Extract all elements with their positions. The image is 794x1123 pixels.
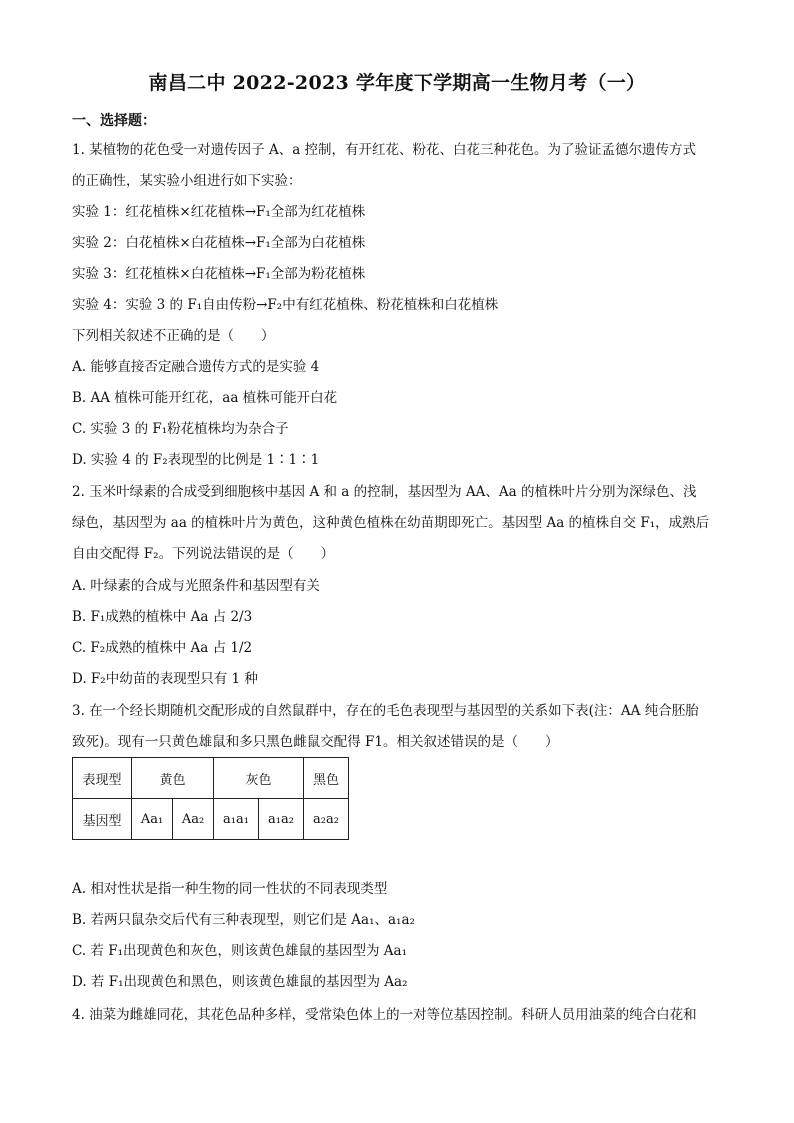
question-4-stem-line-1: 4. 油菜为雌雄同花，其花色品种多样，受常染色体上的一对等位基因控制。科研人员用油菜的纯合白花和 <box>72 1007 697 1023</box>
question-2-stem-line-2: 绿色，基因型为 aa 的植株叶片为黄色，这种黄色植株在幼苗期即死亡。基因型 Aa 的植株自交 F₁，成熟后 <box>72 515 710 531</box>
question-2-option-b: B. F₁成熟的植株中 Aa 占 2/3 <box>72 609 253 625</box>
question-1-option-a: A. 能够直接否定融合遗传方式的是实验 4 <box>72 359 320 375</box>
experiment-2: 实验 2：白花植株×白花植株→F₁全部为白花植株 <box>72 235 366 251</box>
experiment-4: 实验 4：实验 3 的 F₁自由传粉→F₂中有红花植株、粉花植株和白花植株 <box>72 297 499 313</box>
question-3-stem-line-2: 致死)。现有一只黄色雄鼠和多只黑色雌鼠交配得 F1。相关叙述错误的是（ ） <box>72 734 559 750</box>
genotype-cell: Aa₁ <box>132 799 173 840</box>
table-row-header: 表现型 <box>73 758 132 799</box>
genotype-cell: a₁a₂ <box>259 799 304 840</box>
phenotype-genotype-table <box>72 757 349 840</box>
question-2-option-c: C. F₂成熟的植株中 Aa 占 1/2 <box>72 640 253 656</box>
question-3-option-b: B. 若两只鼠杂交后代有三种表现型，则它们是 Aa₁、a₁a₂ <box>72 912 415 928</box>
phenotype-gray: 灰色 <box>214 758 304 799</box>
question-1-option-d: D. 实验 4 的 F₂表现型的比例是 1∶1∶1 <box>72 452 320 468</box>
question-2-stem-line-3: 自由交配得 F₂。下列说法错误的是（ ） <box>72 546 335 562</box>
question-1-prompt: 下列相关叙述不正确的是（ ） <box>72 328 275 344</box>
question-1-option-c: C. 实验 3 的 F₁粉花植株均为杂合子 <box>72 421 289 437</box>
question-1-stem-line-2: 的正确性，某实验小组进行如下实验： <box>72 173 302 189</box>
table-row-header: 基因型 <box>73 799 132 840</box>
question-3-option-c: C. 若 F₁出现黄色和灰色，则该黄色雄鼠的基因型为 Aa₁ <box>72 943 408 959</box>
phenotype-black: 黑色 <box>304 758 349 799</box>
table-row <box>73 799 349 840</box>
page-title: 南昌二中 2022-2023 学年度下学期高一生物月考（一） <box>148 72 646 94</box>
experiment-3: 实验 3：红花植株×白花植株→F₁全部为粉花植株 <box>72 266 366 282</box>
question-1-stem-line-1: 1. 某植物的花色受一对遗传因子 A、a 控制，有开红花、粉花、白花三种花色。为了验证孟德尔遗传方式 <box>72 142 697 158</box>
question-2-stem-line-1: 2. 玉米叶绿素的合成受到细胞核中基因 A 和 a 的控制，基因型为 AA、Aa 的植株叶片分别为深绿色、浅 <box>72 484 697 500</box>
phenotype-yellow: 黄色 <box>132 758 214 799</box>
question-3-option-d: D. 若 F₁出现黄色和黑色，则该黄色雄鼠的基因型为 Aa₂ <box>72 974 408 990</box>
table-row <box>73 758 349 799</box>
experiment-1: 实验 1：红花植株×红花植株→F₁全部为红花植株 <box>72 204 366 220</box>
question-3-stem-line-1: 3. 在一个经长期随机交配形成的自然鼠群中，存在的毛色表现型与基因型的关系如下表(注：AA 纯合胚胎 <box>72 703 699 719</box>
section-heading: 一、选择题： <box>72 113 156 129</box>
question-3-option-a: A. 相对性状是指一种生物的同一性状的不同表现类型 <box>72 881 388 897</box>
genotype-cell: Aa₂ <box>173 799 214 840</box>
question-2-option-d: D. F₂中幼苗的表现型只有 1 种 <box>72 671 258 687</box>
genotype-cell: a₁a₁ <box>214 799 259 840</box>
question-2-option-a: A. 叶绿素的合成与光照条件和基因型有关 <box>72 578 320 594</box>
question-1-option-b: B. AA 植株可能开红花，aa 植株可能开白花 <box>72 390 338 406</box>
genotype-cell: a₂a₂ <box>304 799 349 840</box>
